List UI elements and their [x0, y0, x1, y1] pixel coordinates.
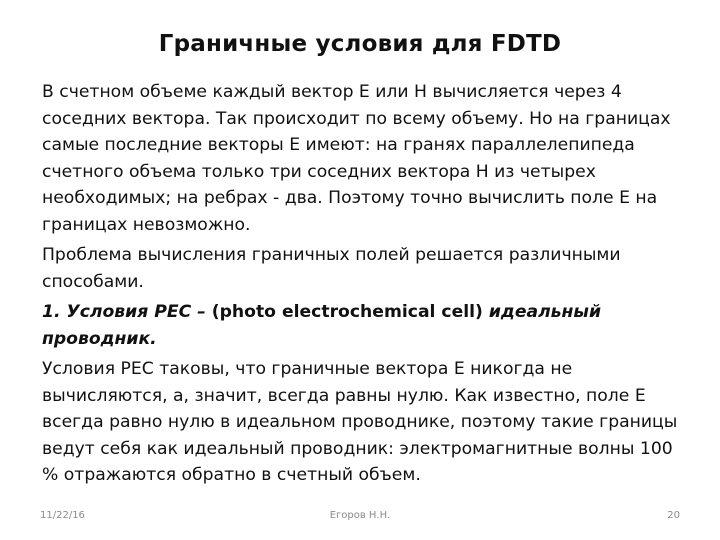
footer-author: Егоров Н.Н.	[329, 510, 391, 521]
pec-heading-english: (photo electrochemical cell)	[211, 302, 489, 322]
footer-page-number: 20	[667, 510, 680, 521]
paragraph-intro: В счетном объеме каждый вектор E или H вычисляется через 4 соседних вектора. Так происходит по всему объему. Но на границах самые последние векторы E имеют: на гранях параллелепипеда счетного объема только три соседних вектора H из четырех необходимых; на ребрах - два. Поэтому точно вычислить поле E на границах невозможно.	[42, 82, 671, 235]
paragraph-problem: Проблема вычисления граничных полей решается различными способами.	[42, 245, 621, 292]
pec-heading-label: 1. Условия PEC –	[42, 302, 212, 322]
slide-body	[42, 79, 692, 493]
pec-heading	[42, 299, 692, 352]
pec-heading-meaning: идеальный проводник.	[42, 302, 601, 349]
paragraph-pec-description: Условия PEC таковы, что граничные вектора E никогда не вычисляются, а, значит, всегда равны нулю. Как известно, поле E всегда равно нулю в идеальном проводнике, поэтому такие границы ведут себя как идеальный проводник: электромагнитные волны 100 % отражаются обратно в счетный объем.	[42, 359, 678, 485]
footer-date: 11/22/16	[40, 510, 85, 521]
slide-title: Граничные условия для FDTD	[158, 31, 562, 57]
